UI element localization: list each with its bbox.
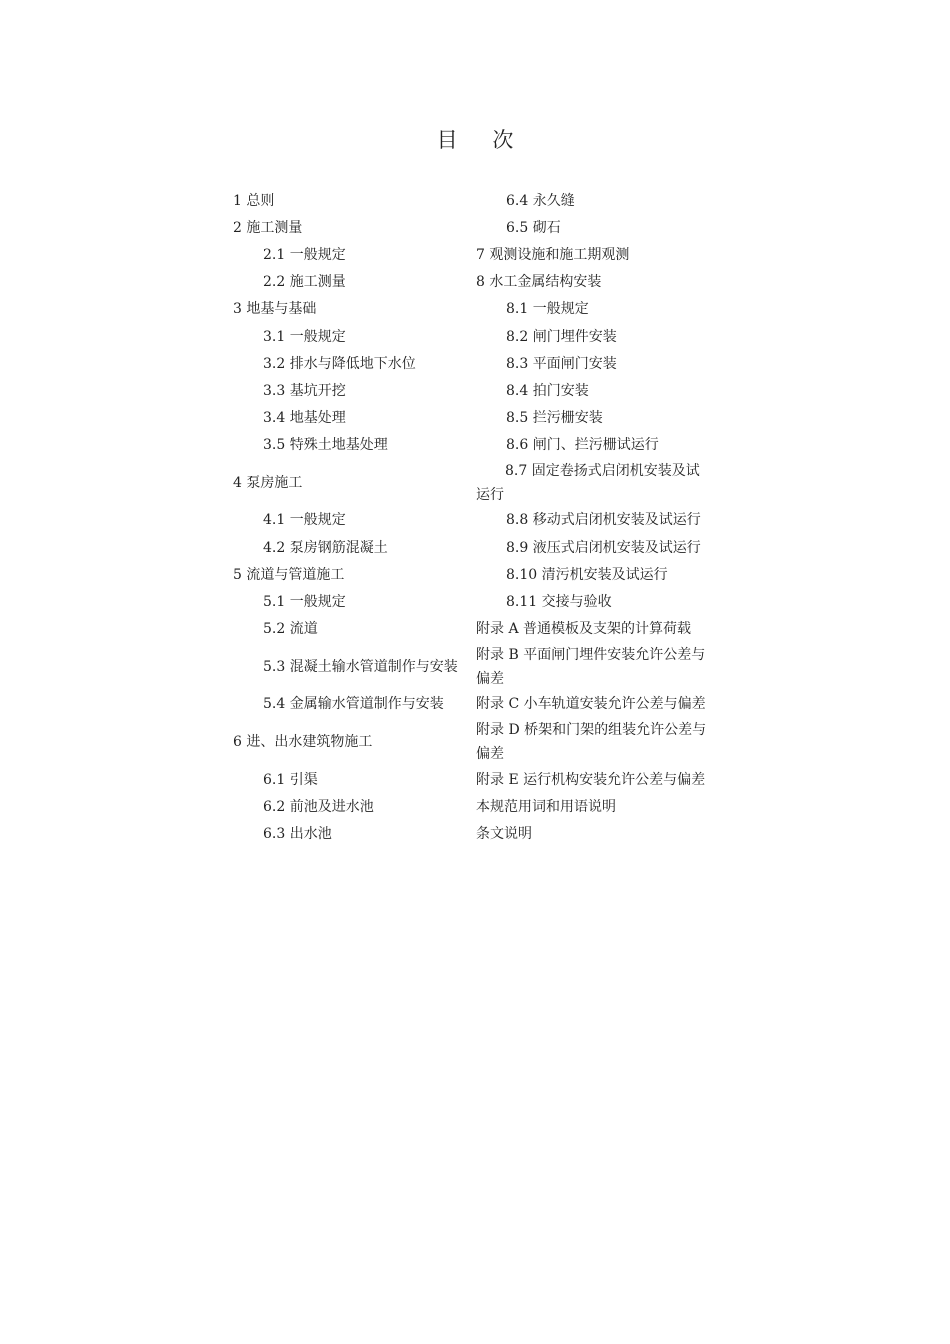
toc-row [233,718,713,766]
toc-entry-appendix[interactable]: 附录 E 运行机构安装允许公差与偏差 [476,771,706,788]
toc-entry-section[interactable]: 8.7 固定卷扬式启闭机安装及试运行 [476,462,700,503]
toc-entry-chapter[interactable]: 3 地基与基础 [233,301,317,318]
toc-entry-section[interactable]: 6.1 引渠 [263,771,318,788]
toc-row [233,820,713,847]
toc-row [233,405,713,432]
toc-entry-section[interactable]: 6.4 永久缝 [506,192,575,209]
toc-row [233,459,713,507]
toc-entry-section[interactable]: 5.1 一般规定 [263,594,346,611]
toc-entry-section[interactable]: 2.2 施工测量 [263,274,346,291]
toc-entry-section[interactable]: 8.8 移动式启闭机安装及试运行 [506,512,701,529]
table-of-contents [233,187,713,848]
toc-row [233,296,713,323]
toc-row [233,432,713,459]
toc-entry-section[interactable]: 2.1 一般规定 [263,246,346,263]
toc-entry-section[interactable]: 4.1 一般规定 [263,512,346,529]
toc-entry-section[interactable]: 6.3 出水池 [263,825,332,842]
toc-entry-chapter[interactable]: 4 泵房施工 [233,474,303,491]
toc-entry-section[interactable]: 8.1 一般规定 [506,301,589,318]
toc-entry-appendix[interactable]: 附录 A 普通模板及支架的计算荷载 [476,621,692,638]
toc-row [233,691,713,718]
toc-entry-section[interactable]: 3.5 特殊土地基处理 [263,437,388,454]
toc-entry-chapter[interactable]: 2 施工测量 [233,219,303,236]
toc-entry-section[interactable]: 8.4 拍门安装 [506,382,589,399]
toc-row [233,214,713,241]
toc-entry-section[interactable]: 5.4 金属输水管道制作与安装 [263,696,444,713]
toc-row [233,187,713,214]
toc-row [233,766,713,793]
toc-entry-section[interactable]: 8.9 液压式启闭机安装及试运行 [506,539,701,556]
toc-row [233,643,713,691]
toc-entry-section[interactable]: 5.2 流道 [263,621,318,638]
toc-entry-section[interactable]: 8.11 交接与验收 [506,594,612,611]
toc-row [233,269,713,296]
toc-entry-appendix[interactable]: 附录 B 平面闸门埋件安装允许公差与偏差 [476,646,706,687]
toc-row [233,323,713,350]
toc-row [233,793,713,820]
toc-entry-section[interactable]: 3.2 排水与降低地下水位 [263,355,416,372]
toc-entry-section[interactable]: 8.3 平面闸门安装 [506,355,617,372]
toc-entry-appendix[interactable]: 附录 C 小车轨道安装允许公差与偏差 [476,696,706,713]
toc-row [233,241,713,268]
toc-row [233,561,713,588]
toc-entry-section[interactable]: 6.5 砌石 [506,219,561,236]
toc-entry-section[interactable]: 3.3 基坑开挖 [263,382,346,399]
page-title: 目 次 [436,128,528,152]
toc-row [233,507,713,534]
toc-entry-chapter[interactable]: 5 流道与管道施工 [233,566,345,583]
toc-row [233,377,713,404]
toc-entry-section[interactable]: 4.2 泵房钢筋混凝土 [263,539,388,556]
toc-entry-section[interactable]: 5.3 混凝土输水管道制作与安装 [263,658,458,675]
toc-row [233,350,713,377]
toc-entry-chapter[interactable]: 1 总则 [233,192,275,209]
toc-entry-section[interactable]: 3.4 地基处理 [263,410,346,427]
toc-entry-section[interactable]: 6.2 前池及进水池 [263,798,374,815]
toc-entry-section[interactable]: 8.6 闸门、拦污栅试运行 [506,437,659,454]
toc-entry-section[interactable]: 8.2 闸门埋件安装 [506,328,617,345]
toc-entry-section[interactable]: 8.10 清污机安装及试运行 [506,566,668,583]
toc-entry-backmatter[interactable]: 本规范用词和用语说明 [476,798,616,815]
toc-entry-chapter[interactable]: 7 观测设施和施工期观测 [476,246,630,263]
toc-entry-backmatter[interactable]: 条文说明 [476,825,532,842]
toc-entry-chapter[interactable]: 6 进、出水建筑物施工 [233,734,373,750]
toc-entry-section[interactable]: 3.1 一般规定 [263,328,346,345]
toc-row [233,588,713,615]
toc-entry-chapter[interactable]: 8 水工金属结构安装 [476,274,602,291]
toc-row [233,616,713,643]
toc-entry-appendix[interactable]: 附录 D 桥架和门架的组装允许公差与偏差 [476,722,707,762]
toc-entry-section[interactable]: 8.5 拦污栅安装 [506,410,603,427]
toc-row [233,534,713,561]
